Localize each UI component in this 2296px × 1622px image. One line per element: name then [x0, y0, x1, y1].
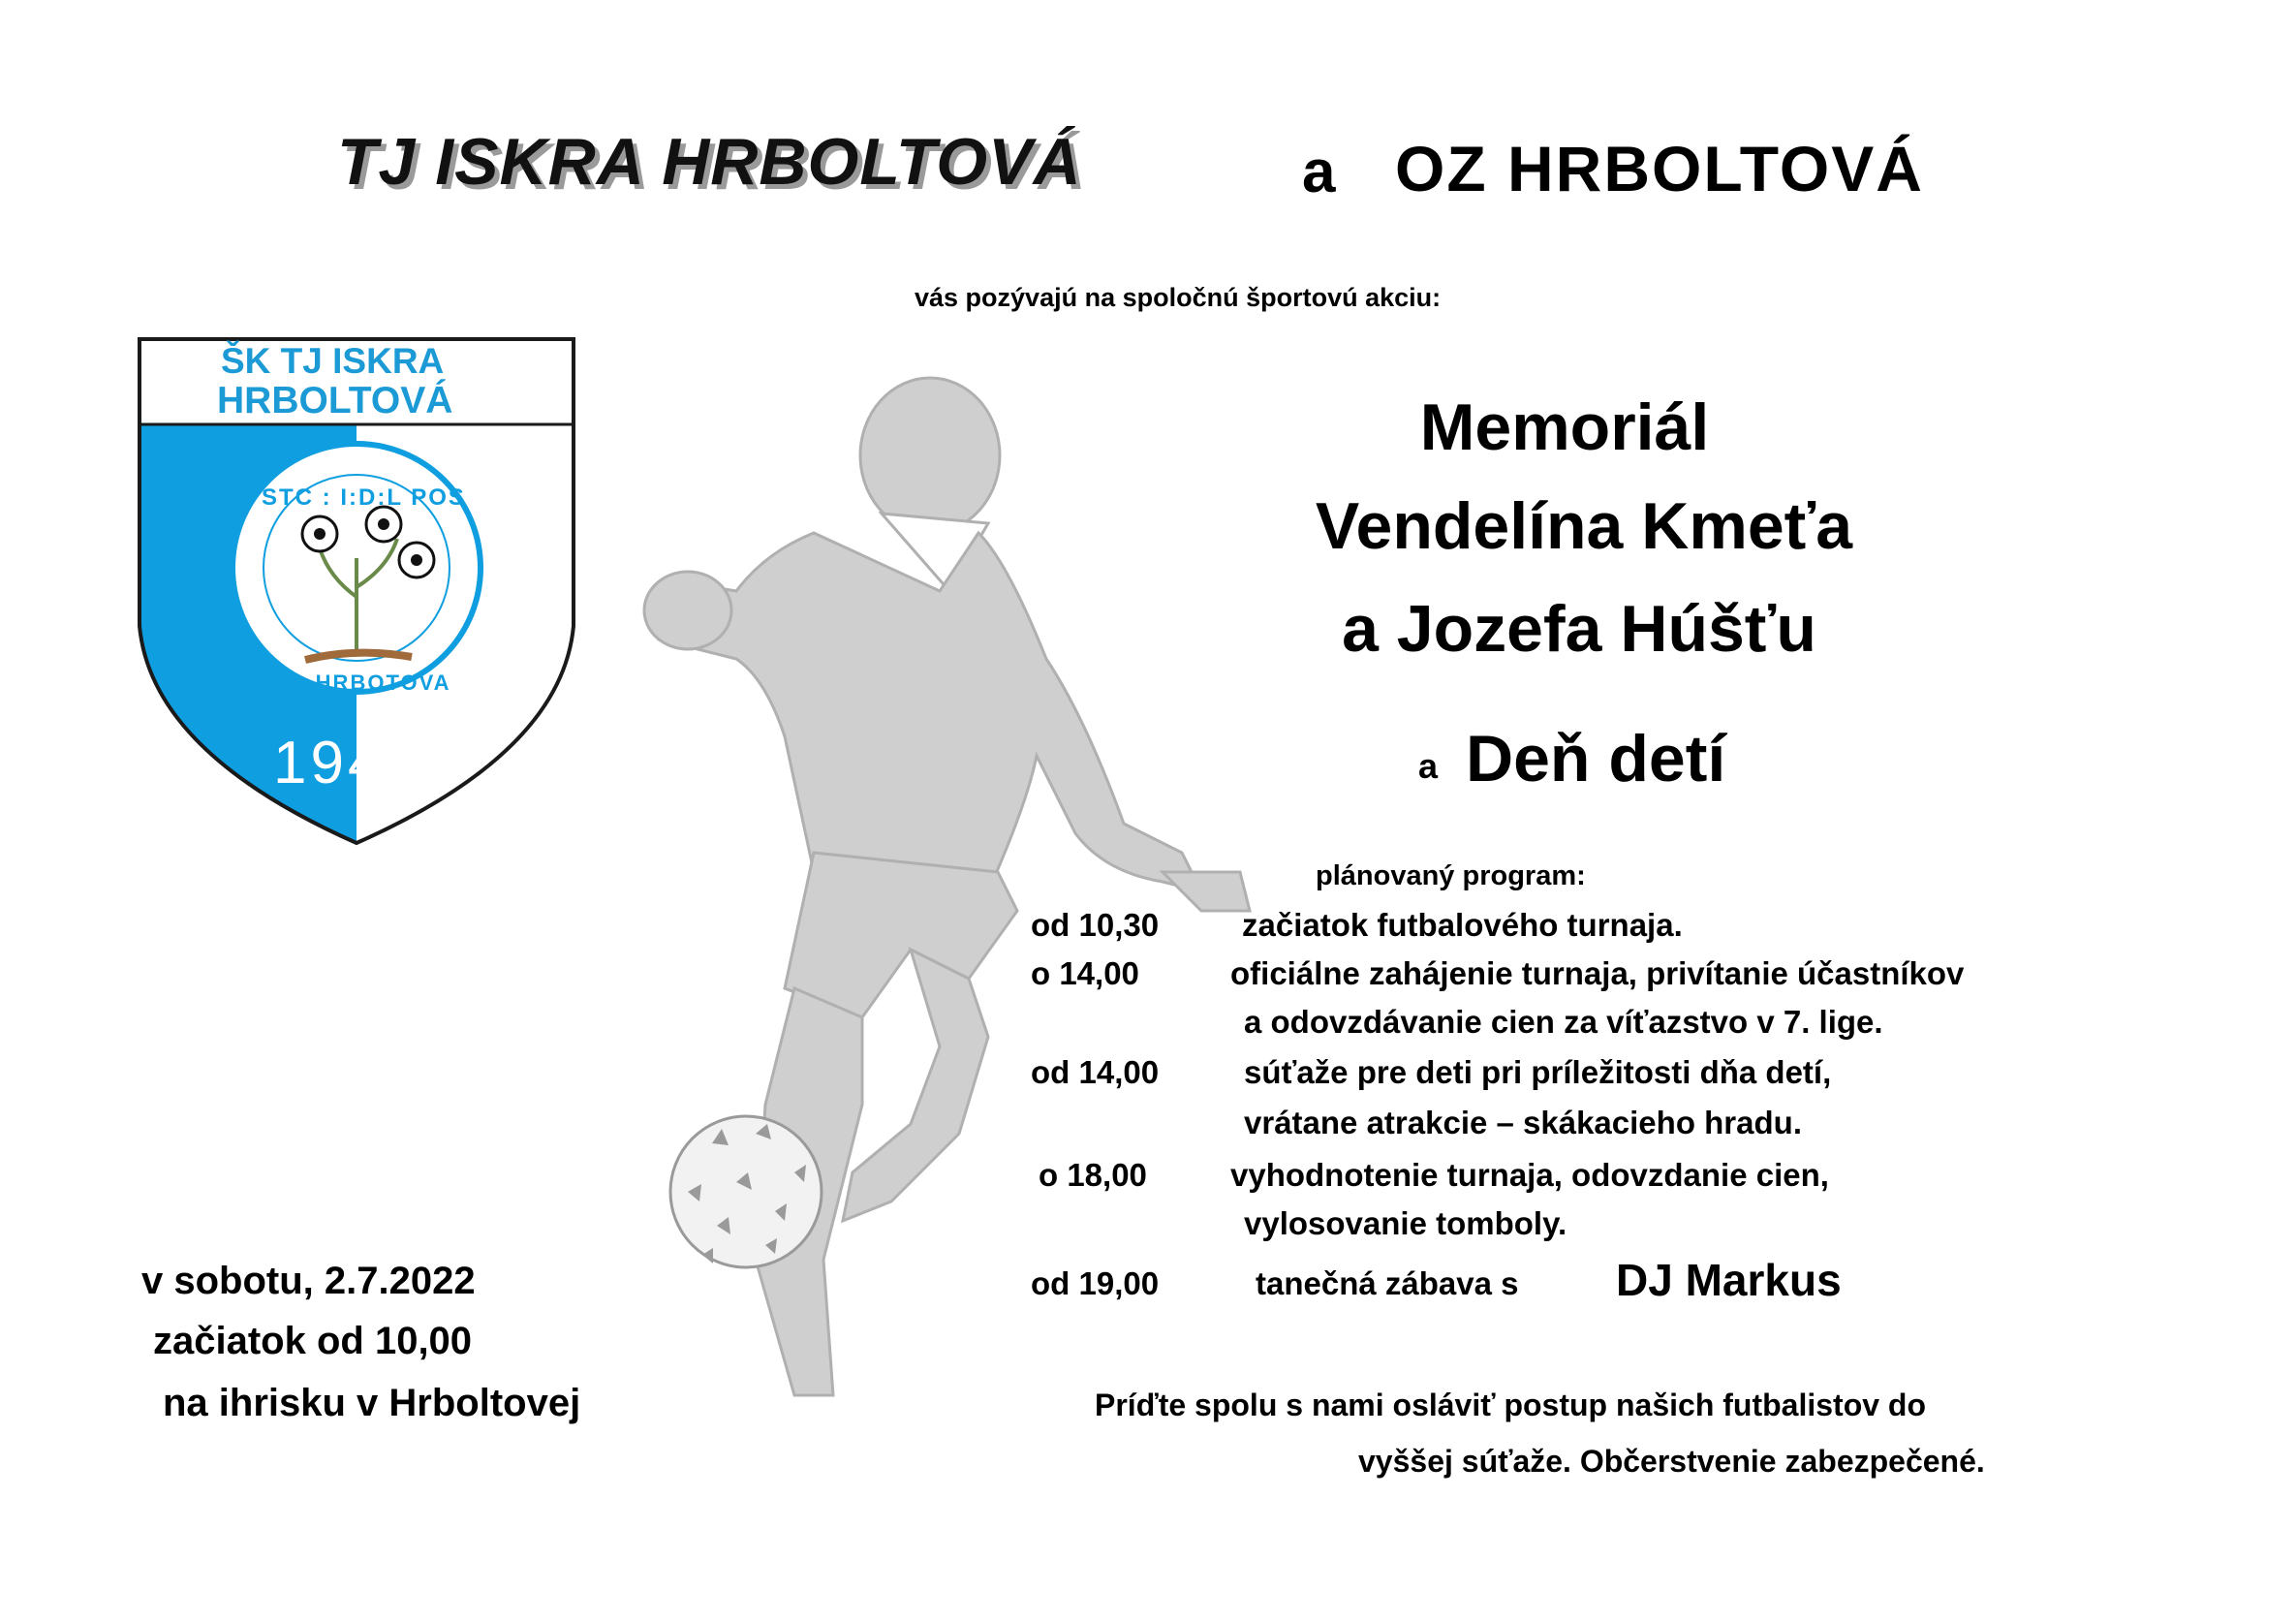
closing-note-line2: vyššej súťaže. Občerstvenie zabezpečené. [1358, 1444, 1985, 1479]
logo-ring-bottom: VA : HRBOTOVA [260, 671, 451, 695]
program-desc-2b: a odovzdávanie cien za víťazstvo v 7. lige. [1244, 1004, 1883, 1040]
program-desc-4a: vyhodnotenie turnaja, odovzdanie cien, [1230, 1157, 1829, 1193]
program-desc-1: začiatok futbalového turnaja. [1242, 907, 1683, 943]
organizer-left: TJ ISKRA HRBOLTOVÁ [337, 125, 1082, 199]
event-place: na ihrisku v Hrboltovej [163, 1382, 581, 1424]
logo-ring-top: STC : I:D:L POS [262, 484, 466, 511]
title-name-1: Vendelína Kmeťa [1315, 489, 1853, 563]
logo-title-line1: ŠK TJ ISKRA [221, 341, 445, 381]
closing-note-line1: Príďte spolu s nami osláviť postup našich futbalistov do [1095, 1388, 1927, 1422]
program-time-5: od 19,00 [1031, 1265, 1160, 1301]
program-time-3: od 14,00 [1031, 1054, 1160, 1090]
event-start: začiatok od 10,00 [153, 1320, 473, 1362]
program-time-4: o 18,00 [1039, 1157, 1147, 1193]
title-connector: a [1418, 746, 1439, 786]
program-desc-4b: vylosovanie tomboly. [1244, 1205, 1567, 1241]
program-heading: plánovaný program: [1316, 860, 1586, 891]
program-desc-3b: vrátane atrakcie – skákacieho hradu. [1244, 1105, 1802, 1140]
title-childrens-day: Deň detí [1466, 722, 1726, 795]
program-time-1: od 10,30 [1031, 907, 1160, 943]
program-dj-name: DJ Markus [1616, 1255, 1842, 1305]
event-date: v sobotu, 2.7.2022 [141, 1260, 476, 1302]
title-memorial: Memoriál [1419, 390, 1710, 464]
title-name-2: a Jozefa Húšťu [1342, 592, 1816, 666]
program-desc-3a: súťaže pre deti pri príležitosti dňa detí, [1244, 1054, 1832, 1090]
organizer-right: OZ HRBOLTOVÁ [1395, 133, 1924, 204]
logo-title-line2: HRBOLTOVÁ [217, 380, 453, 421]
program-time-2: o 14,00 [1031, 955, 1139, 991]
header-connector: a [1302, 139, 1336, 205]
program-desc-2a: oficiálne zahájenie turnaja, privítanie účastníkov [1230, 955, 1965, 991]
logo-year: 1945 [273, 730, 422, 796]
invitation-text: vás pozývajú na spoločnú športovú akciu: [915, 283, 1442, 312]
program-desc-5: tanečná zábava s [1256, 1265, 1519, 1301]
